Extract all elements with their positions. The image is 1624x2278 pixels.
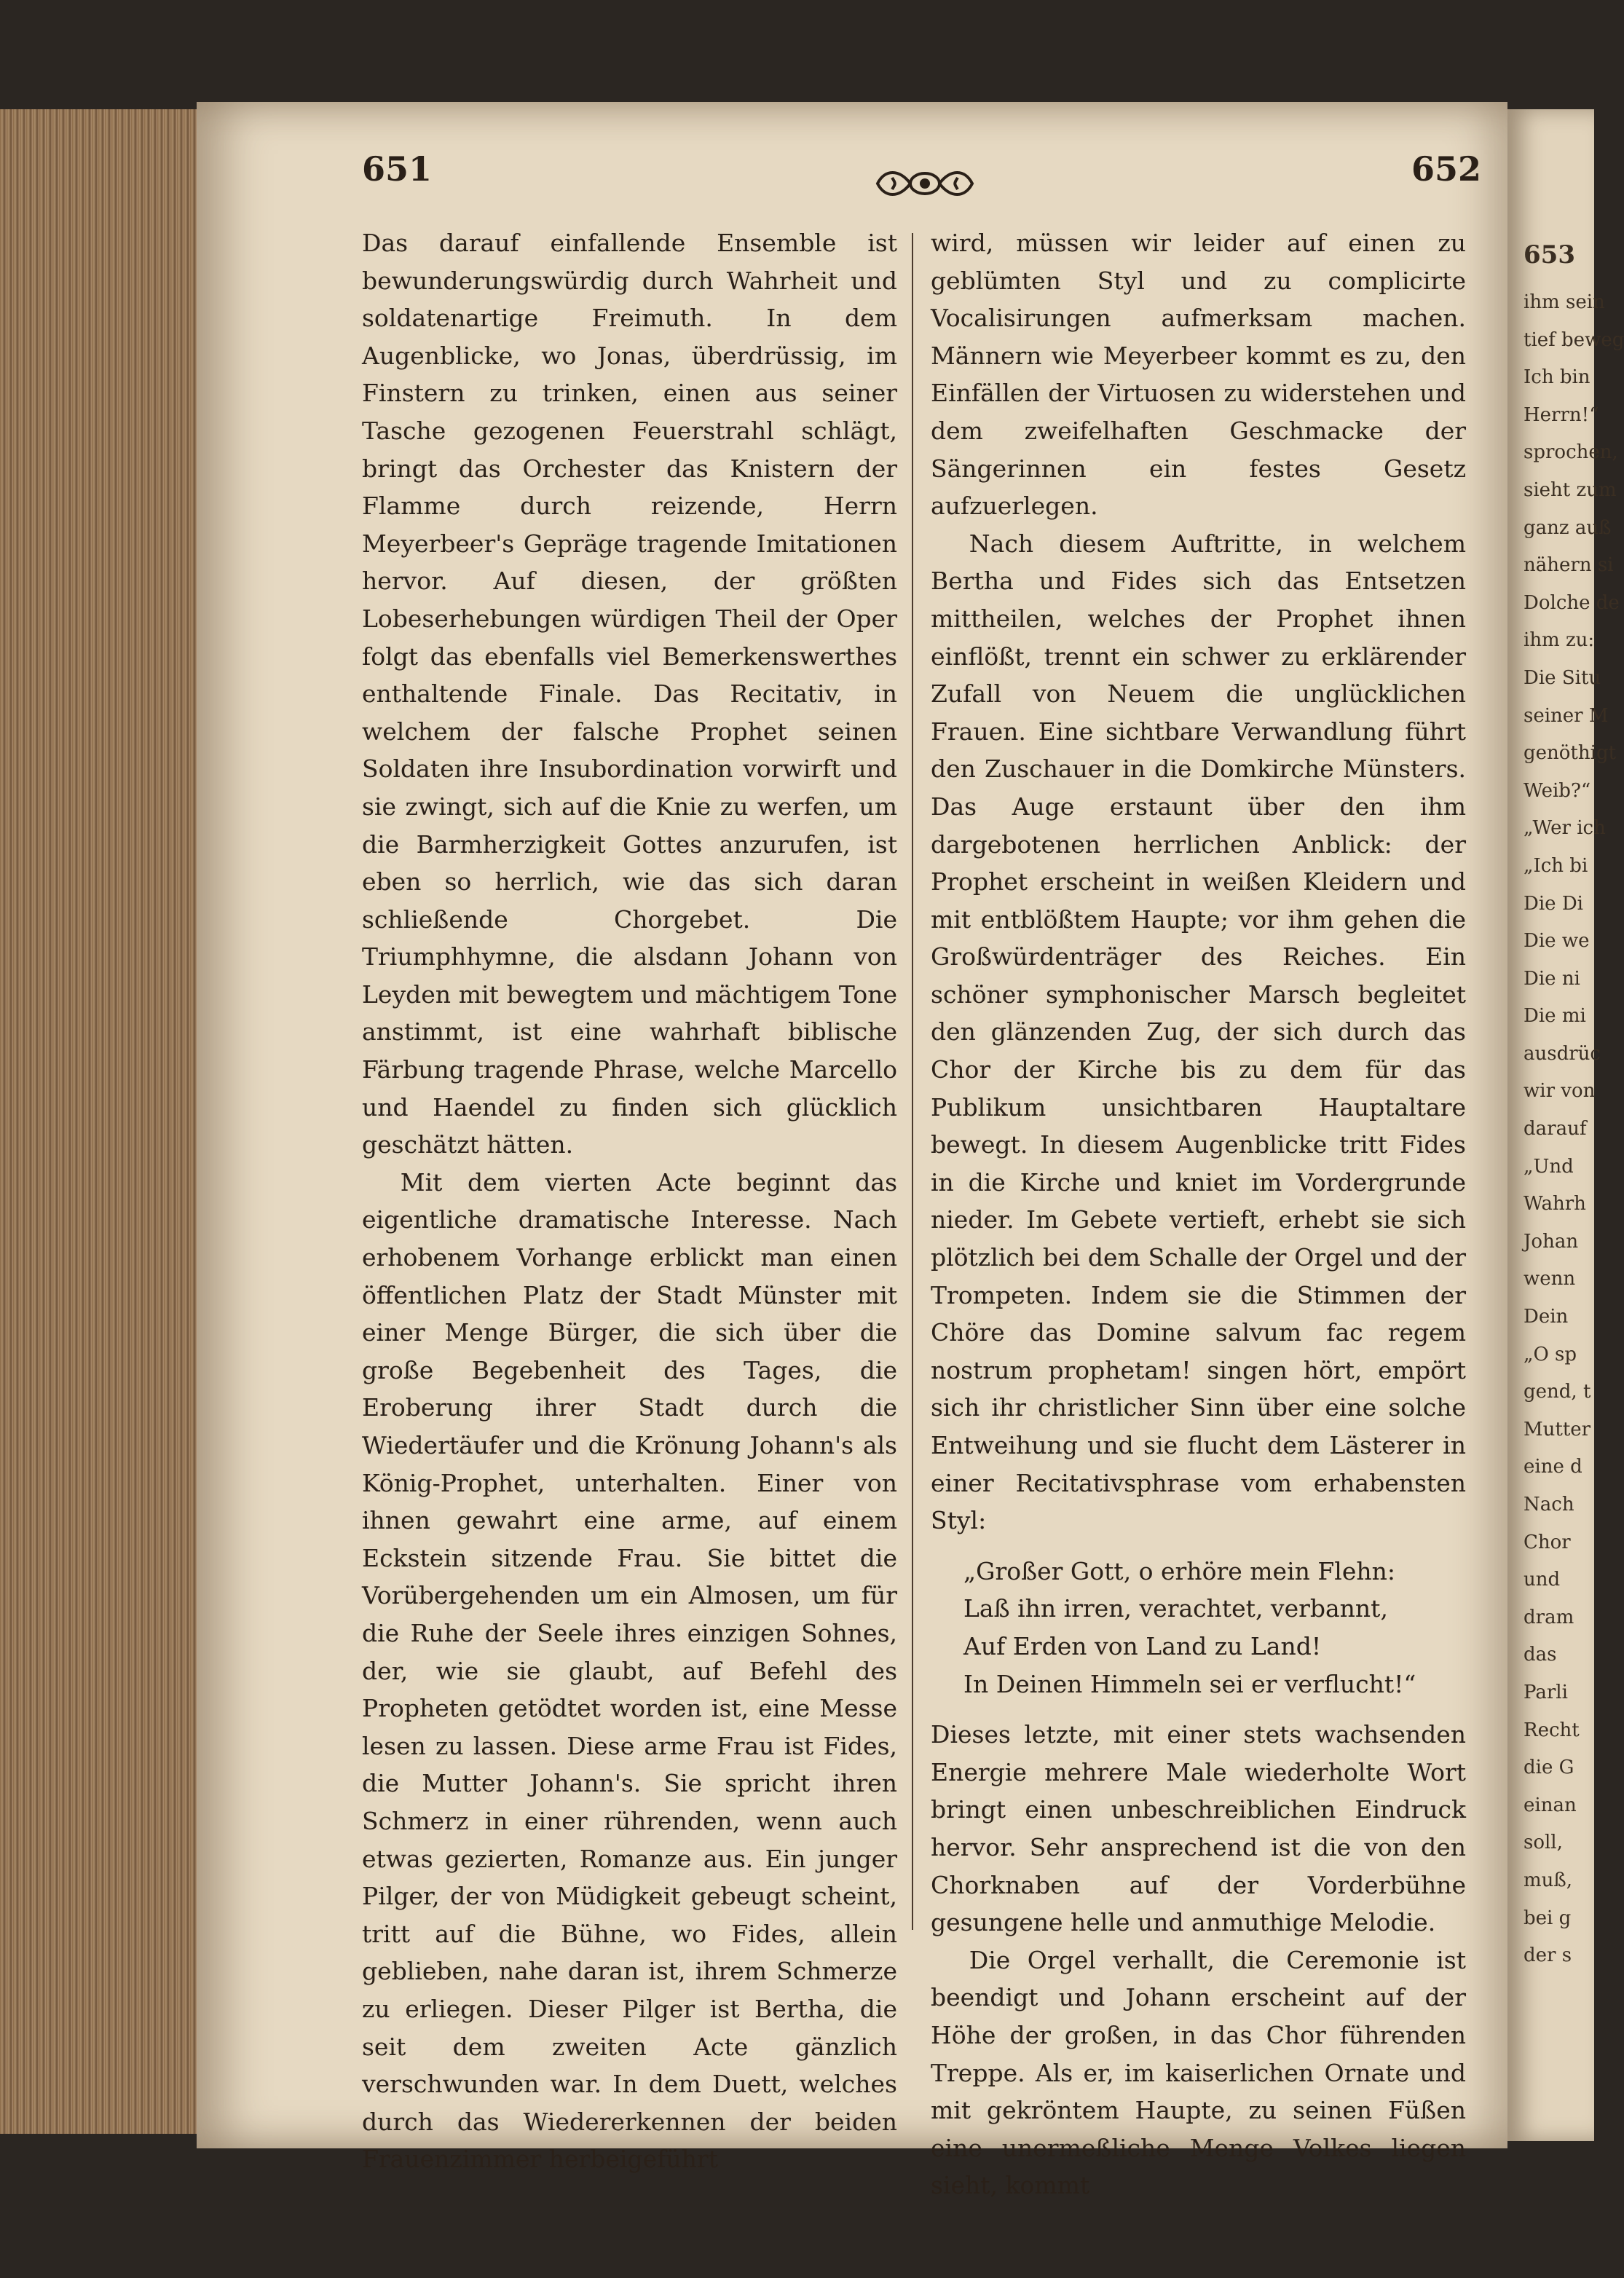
next-page-line: „Ich bi xyxy=(1524,854,1588,877)
next-page-line: der s xyxy=(1524,1944,1572,1967)
next-page-line: Die Di xyxy=(1524,892,1583,915)
next-page-line: ausdrüc xyxy=(1524,1042,1601,1065)
ornament-icon xyxy=(870,162,979,205)
next-page-line: Die we xyxy=(1524,930,1590,953)
next-page-line: genöthigt xyxy=(1524,742,1617,765)
next-page-line: nähern si xyxy=(1524,554,1614,577)
next-page-number: 653 xyxy=(1524,240,1575,269)
column-divider xyxy=(912,233,913,1930)
verse-line: In Deinen Himmeln sei er verflucht!“ xyxy=(963,1669,1416,1698)
next-page-line: ganz auß xyxy=(1524,516,1612,539)
right-page-number: 652 xyxy=(1411,149,1482,189)
next-page-line: das xyxy=(1524,1644,1557,1666)
next-page-line: Parli xyxy=(1524,1681,1568,1703)
next-page-line: wenn xyxy=(1524,1268,1576,1290)
paragraph: Das darauf einfallende Ensemble ist bewunderungswürdig durch Wahrheit und soldatenartige Freimuth. In dem Augenblicke, wo Jonas, überdrüssig, im Finstern zu trinken, einen aus seiner Tasche gezogenen Feuerstrahl schlägt, bringt das Orchester das Knistern der Flamme durch reizende, Herrn Meyerbeer's Gepräge tragende Imitationen hervor. Auf diesen, der größten Lobeserhebungen würdigen Theil der Oper folgt das ebenfalls viel Bemerkenswerthes enthaltende Finale. Das Recitativ, in welchem der falsche Prophet seinen Soldaten ihre Insubordination vorwirft und sie zwingt, sich auf die Knie zu werfen, um die Barmherzigkeit Gottes anzurufen, ist eben so herrlich, wie das sich daran schließende Chorgebet. Die Triumphhymne, die alsdann Johann von Leyden mit bewegtem und mächtigem Tone anstimmt, ist eine wahrhaft biblische Färbung tragende Phrase, welche Marcello und Haendel zu finden sich glücklich geschätzt hätten. xyxy=(362,229,897,1159)
next-page-line: einan xyxy=(1524,1794,1577,1816)
next-page-line: soll, xyxy=(1524,1832,1563,1854)
next-page-line: ihm zu: xyxy=(1524,629,1595,652)
next-page-line: wir von xyxy=(1524,1080,1596,1103)
next-page-line: die G xyxy=(1524,1757,1574,1779)
next-page-line: tief beweg xyxy=(1524,328,1624,351)
next-page-line: Wahrh xyxy=(1524,1193,1586,1215)
next-page-line: Johan xyxy=(1524,1230,1579,1253)
next-page-line: Ich bin xyxy=(1524,366,1591,389)
verse-quote xyxy=(963,1553,1466,1703)
next-page-line: bei g xyxy=(1524,1907,1572,1929)
left-text-column xyxy=(362,224,897,2178)
paragraph: Nach diesem Auftritte, in welchem Bertha und Fides sich das Entsetzen mittheilen, welches der Prophet ihnen einflößt, trennt ein schwer zu erklärender Zufall von Neuem die unglücklichen Frauen. Eine sichtbare Verwandlung führt den Zuschauer in die Domkirche Münsters. Das Auge erstaunt über den ihm dargebotenen herrlichen Anblick: der Prophet erscheint in weißen Kleidern und mit entblößtem Haupte; vor ihm gehen die Großwürdenträger des Reiches. Ein schöner symphonischer Marsch begleitet den glänzenden Zug, der sich durch das Chor der Kirche bis zu dem für das Publikum unsichtbaren Hauptaltare bewegt. In diesem Augenblicke tritt Fides in die Kirche und kniet im Vordergrunde nieder. Im Gebete vertieft, erhebt sie sich plötzlich bei dem Schalle der Orgel und der Trompeten. Indem sie die Stimmen der Chöre das Domine salvum fac regem nostrum prophetam! singen hört, empört sich ihr christlicher Sinn über eine solche Entweihung und sie flucht dem Lästerer in einer Recitativsphrase vom erhabensten Styl: xyxy=(931,529,1466,1535)
next-page-line: „O sp xyxy=(1524,1343,1577,1365)
next-page-line: Die mi xyxy=(1524,1005,1586,1028)
next-page-line: „Und xyxy=(1524,1155,1574,1178)
next-page-line: ihm sein xyxy=(1524,291,1605,313)
next-page-line: Dolche de xyxy=(1524,591,1620,614)
paragraph: Mit dem vierten Acte beginnt das eigentliche dramatische Interesse. Nach erhobenem Vorhange erblickt man einen öffentlichen Platz der Stadt Münster mit einer Menge Bürger, die sich über die große Begebenheit des Tages, die Eroberung ihrer Stadt durch die Wiedertäufer und die Krönung Johann's als König-Prophet, unterhalten. Einer von ihnen gewahrt eine arme, auf einem Eckstein sitzende Frau. Sie bittet die Vorübergehenden um ein Almosen, um für die Ruhe der Seele ihres einzigen Sohnes, der, wie sie glaubt, auf Befehl des Propheten getödtet worden ist, eine Messe lesen zu lassen. Diese arme Frau ist Fides, die Mutter Johann's. Sie spricht ihren Schmerz in einer rührenden, wenn auch etwas gezierten, Romanze aus. Ein junger Pilger, der von Müdigkeit gebeugt scheint, tritt auf die Bühne, wo Fides, allein geblieben, nahe daran ist, ihrem Schmerze zu erliegen. Dieser Pilger ist Bertha, die seit dem zweiten Acte gänzlich verschwunden war. In dem Duett, welches durch das Wiedererkennen der beiden Frauenzimmer herbeigeführt xyxy=(362,1167,897,2174)
book-page-edges xyxy=(0,109,204,2134)
next-page-line: Dein xyxy=(1524,1306,1569,1328)
next-page-line: Weib?“ xyxy=(1524,779,1591,802)
next-page-line: Recht xyxy=(1524,1719,1580,1741)
paragraph: Dieses letzte, mit einer stets wachsenden Energie mehrere Male wiederholte Wort bringt einen unbeschreiblichen Eindruck hervor. Sehr ansprechend ist die von den Chorknaben auf der Vorderbühne gesungene helle und anmuthige Melodie. xyxy=(931,1720,1466,1937)
next-page-line: Chor xyxy=(1524,1531,1571,1553)
verse-line: „Großer Gott, o erhöre mein Flehn: xyxy=(963,1556,1395,1585)
next-page-line: Mutter xyxy=(1524,1418,1591,1440)
next-page-line: dram xyxy=(1524,1606,1574,1628)
next-page-line: darauf xyxy=(1524,1118,1587,1140)
next-page-line: sieht zum xyxy=(1524,478,1617,501)
next-page-strip xyxy=(1507,109,1624,2141)
verse-line: Laß ihn irren, verachtet, verbannt, xyxy=(963,1594,1388,1623)
next-page-line: Herrn!“ xyxy=(1524,403,1599,426)
next-page-line: Nach xyxy=(1524,1494,1574,1516)
next-page-line: gend, t xyxy=(1524,1381,1591,1403)
paragraph: wird, müssen wir leider auf einen zu geblümten Styl und zu complicirte Vocalisirungen aufmerksam machen. Männern wie Meyerbeer kommt es zu, den Einfällen der Virtuosen zu widerstehen und dem zweifelhaften Geschmacke der Sängerinnen ein festes Gesetz aufzuerlegen. xyxy=(931,229,1466,521)
left-page-number: 651 xyxy=(362,149,433,189)
verse-line: Auf Erden von Land zu Land! xyxy=(963,1631,1322,1660)
next-page-line: muß, xyxy=(1524,1869,1573,1891)
next-page-line: Die ni xyxy=(1524,967,1580,990)
next-page-text xyxy=(1507,284,1624,1975)
next-page-line: sprochen, xyxy=(1524,441,1618,464)
next-page-line: seiner M xyxy=(1524,704,1609,727)
right-text-column xyxy=(931,224,1466,2204)
next-page-line: und xyxy=(1524,1569,1561,1591)
next-page-line: „Wer ich xyxy=(1524,817,1606,840)
next-page-line: eine d xyxy=(1524,1456,1582,1478)
next-page-line: Die Situ xyxy=(1524,666,1601,689)
paragraph: Die Orgel verhallt, die Ceremonie ist beendigt und Johann erscheint auf der Höhe der großen, in das Chor führenden Treppe. Als er, im kaiserlichen Ornate und mit gekröntem Haupte, zu seinen Füßen eine unermeßliche Menge Volkes liegen sieht, kommt xyxy=(931,1945,1466,2200)
